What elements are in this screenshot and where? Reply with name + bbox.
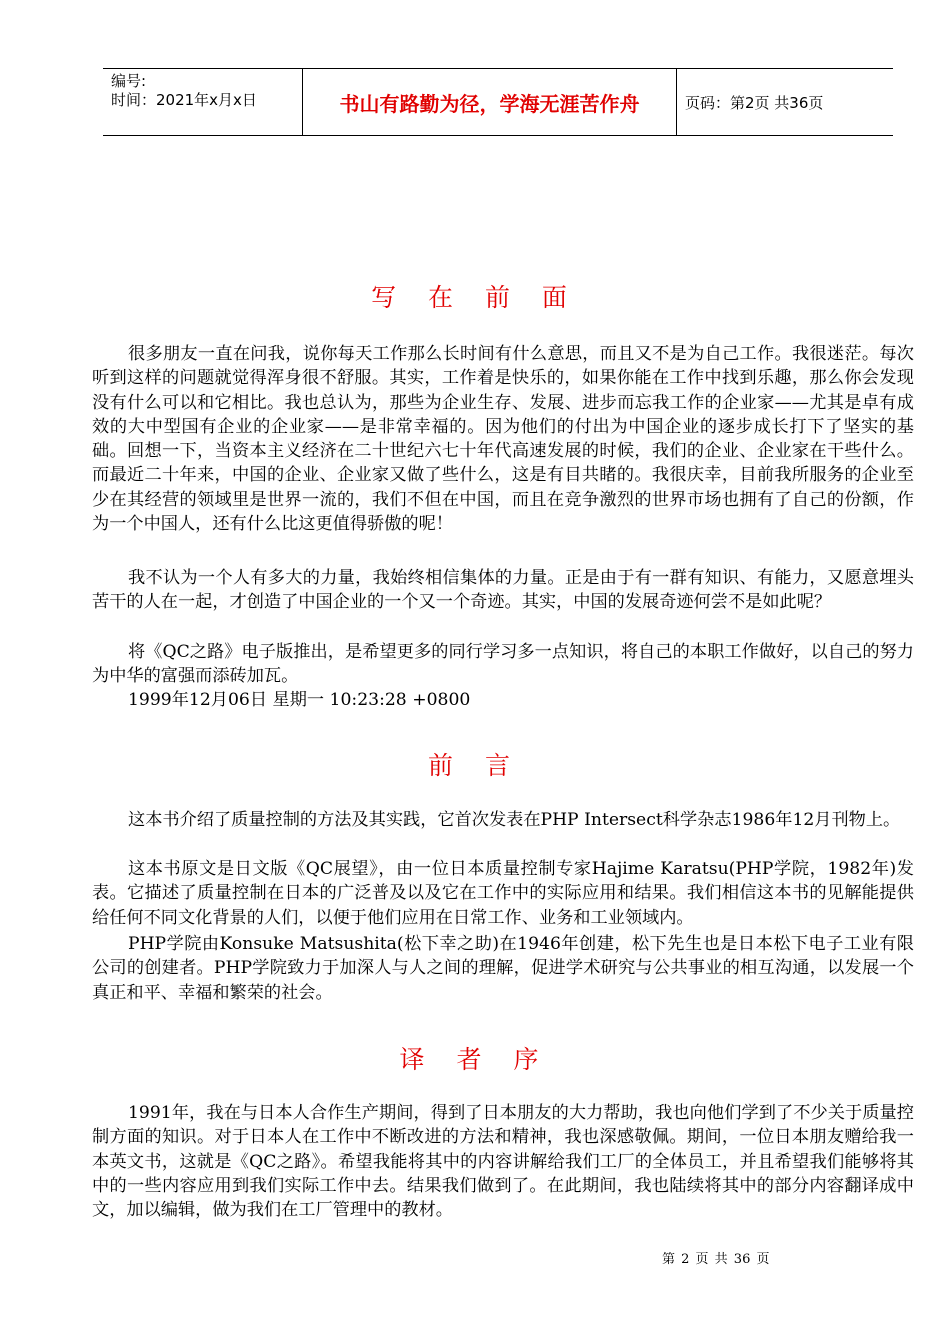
paragraph: PHP学院由Konsuke Matsushita(松下幸之助)在1946年创建，松下先生也是日本松下电子工业有限公司的创建者。PHP学院致力于加深人与人之间的理解，促进学术研究与公共事业的相互沟通，以发展一个真正和平、幸福和繁荣的社会。 (92, 934, 914, 1003)
header-meta (103, 69, 303, 135)
paragraph: 这本书介绍了质量控制的方法及其实践，它首次发表在PHP Intersect科学杂志1986年12月刊物上。 (128, 810, 901, 830)
header-motto: 书山有路勤为径，学海无涯苦作舟 (303, 69, 677, 135)
paragraph: 我不认为一个人有多大的力量，我始终相信集体的力量。正是由于有一群有知识、有能力，又愿意埋头苦干的人在一起，才创造了中国企业的一个又一个奇迹。其实，中国的发展奇迹何尝不是如此呢？ (92, 568, 914, 613)
paragraph-date: 1999年12月06日 星期一 10:23:28 +0800 (128, 690, 471, 710)
section-title-translator-preface: 译 者 序 (399, 1045, 551, 1074)
paragraph: 这本书原文是日文版《QC展望》，由一位日本质量控制专家Hajime Karatsu(PHP学院，1982年)发表。它描述了质量控制在日本的广泛普及以及它在工作中的实际应用和结果。我们相信这本书的见解能提供给任何不同文化背景的人们，以便于他们应用在日常工作、业务和工业领域内。 (92, 859, 914, 928)
paragraph: 将《QC之路》电子版推出，是希望更多的同行学习多一点知识，将自己的本职工作做好，以自己的努力为中华的富强而添砖加瓦。 (92, 642, 914, 687)
document-time-label: 时间：2021年x月x日 (111, 91, 257, 109)
header-page-label: 页码：第2页 共36页 (685, 93, 824, 112)
section-title-foreword: 前 言 (428, 751, 522, 780)
paragraph: 1991年，我在与日本人合作生产期间，得到了日本朋友的大力帮助，我也向他们学到了不少关于质量控制方面的知识。对于日本人在工作中不断改进的方法和精神，我也深感敬佩。期间，一位日本朋友赠给我一本英文书，这就是《QC之路》。希望我能将其中的内容讲解给我们工厂的全体员工，并且希望我们能够将其中的一些内容应用到我们实际工作中去。结果我们做到了。在此期间，我也陆续将其中的部分内容翻译成中文，加以编辑，做为我们在工厂管理中的教材。 (92, 1103, 914, 1221)
document-number-label: 编号: (111, 72, 147, 90)
paragraph: 很多朋友一直在问我，说你每天工作那么长时间有什么意思，而且又不是为自己工作。我很迷茫。每次听到这样的问题就觉得浑身很不舒服。其实，工作着是快乐的，如果你能在工作中找到乐趣，那么你会发现没有什么可以和它相比。我也总认为，那些为企业生存、发展、进步而忘我工作的企业家——尤其是卓有成效的大中型国有企业的企业家——是非常幸福的。因为他们的付出为中国企业的逐步成长打下了坚实的基础。回想一下，当资本主义经济在二十世纪六七十年代高速发展的时候，我们的企业、企业家在干些什么。而最近二十年来，中国的企业、企业家又做了些什么，这是有目共睹的。我很庆幸，目前我所服务的企业至少在其经营的领域里是世界一流的，我们不但在中国，而且在竞争激烈的世界市场也拥有了自己的份额，作为一个中国人，还有什么比这更值得骄傲的呢！ (92, 344, 914, 535)
page-header (103, 68, 893, 136)
section-title-preface-note: 写 在 前 面 (371, 283, 579, 312)
page-footer: 第 2 页 共 36 页 (662, 1252, 770, 1267)
